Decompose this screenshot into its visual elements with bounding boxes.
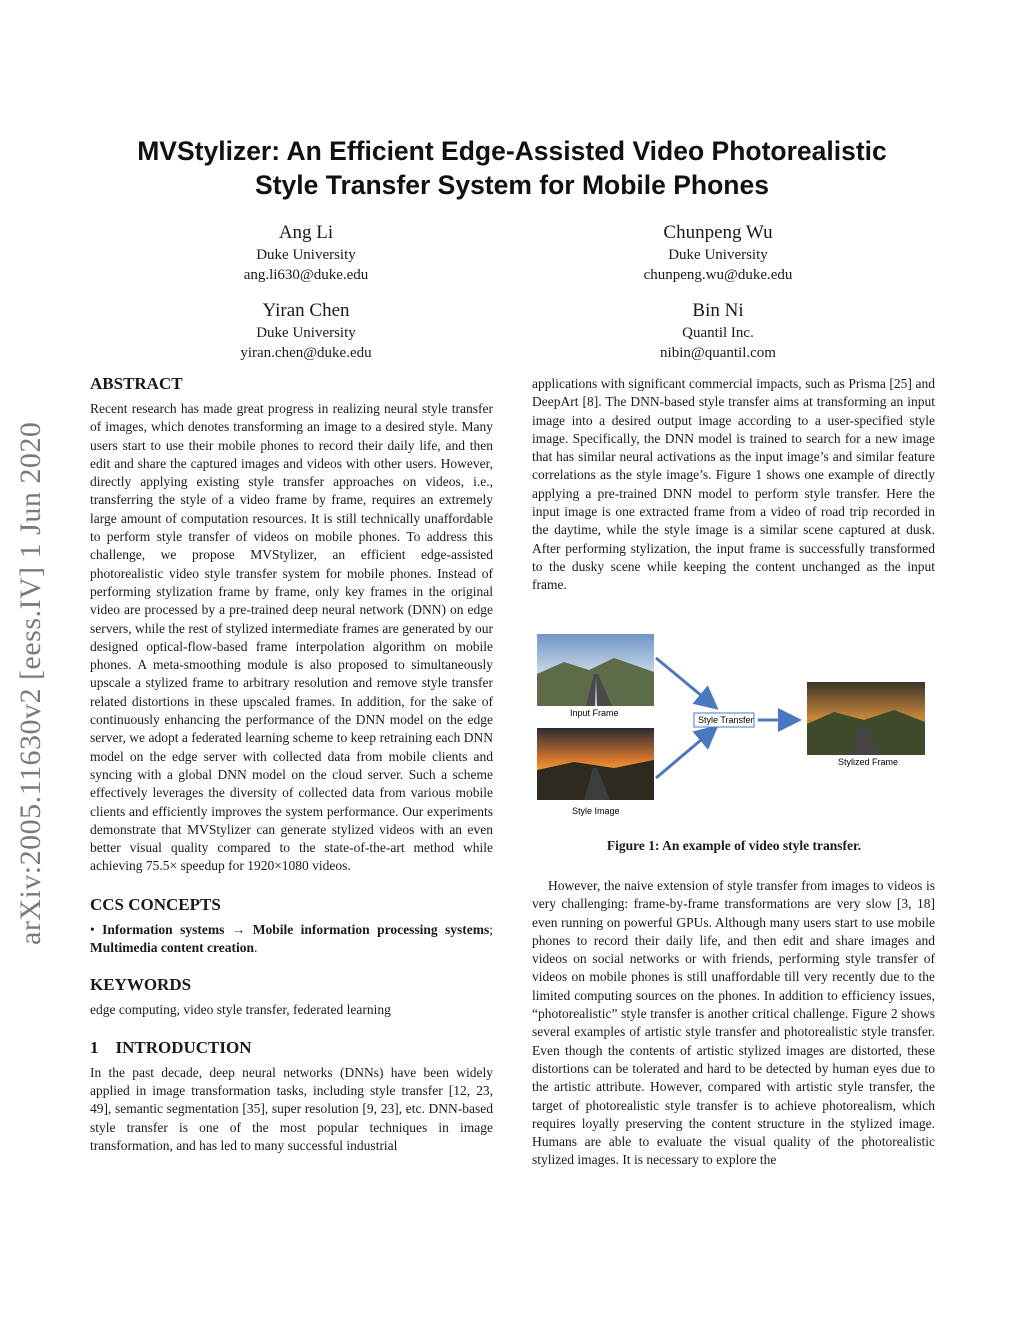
author-block-1 (156, 221, 456, 285)
title-line-2: Style Transfer System for Mobile Phones (255, 170, 769, 200)
right-column-paragraph-1: applications with significant commercial impacts, such as Prisma [25] and DeepArt [8]. The DNN-based style transfer aims at transforming an input image into a desired output image according to a user-specified style image. Specifically, the DNN model is trained to search for a new image that has similar neural activations as the input image’s and similar feature correlations as the style image’s. Figure 1 shows one example of directly applying a pre-trained DNN model to perform style transfer. Here the input image is one extracted frame from a video of road trip recorded in the daytime, while the style image is a similar scene captured at dusk. After performing stylization, the input frame is successfully transformed to the dusky scene while keeping the content unchanged as the input frame. (532, 376, 935, 593)
stylized-frame-label: Stylized Frame (838, 757, 899, 767)
author-affiliation: Quantil Inc. (682, 325, 754, 341)
style-arrow (656, 729, 714, 778)
input-frame-label: Input Frame (570, 708, 619, 718)
keywords-text: edge computing, video style transfer, federated learning (90, 1002, 391, 1018)
ccs-item: Multimedia content creation (90, 940, 254, 956)
author-affiliation: Duke University (668, 247, 768, 263)
abstract-text: Recent research has made great progress in realizing neural style transfer of images, which denotes transforming an image to a desired style. Many users start to use their mobile phones to record their daily life, and then edit and share the captured images and videos with other users. However, directly applying existing style transfer approaches on videos, i.e., transferring the style of a video frame by frame, requires an extremely large amount of computation resources. It is still technically unaffordable to perform style transfer of videos on mobile phones. To address this challenge, we propose MVStylizer, an efficient edge-assisted photorealistic video style transfer system for mobile phones. Instead of performing stylization frame by frame, only key frames in the original video are processed by a pre-trained deep neural network (DNN) on edge servers, while the rest of stylized intermediate frames are generated by our designed optical-flow-based frame interpolation algorithm on mobile phones. A meta-smoothing module is also proposed to simultaneously upscale a stylized frame to arbitrary resolution and remove style transfer related distortions in these upscaled frames. In addition, for the sake of continuously enhancing the performance of the DNN model on the edge server, we adopt a federated learning scheme to keep retraining each DNN model on the edge server with collected data from mobile clients and syncing with a global DNN model on the cloud server. Such a scheme effectively leverages the diversity of collected data from various mobile clients and efficiently improves the system performance. Our experiments demonstrate that MVStylizer can generate stylized videos with an even better visual quality compared to the state-of-the-art method while achieving 75.5× speedup for 1920×1080 videos. (90, 401, 493, 874)
introduction-text: In the past decade, deep neural networks (DNNs) have been widely applied in image transformation tasks, including style transfer [12, 23, 49], semantic segmentation [35], super resolution [9, 23], etc. DNN-based style transfer is one of the most popular techniques in image transformation, and has led to many successful industrial (90, 1064, 493, 1153)
stylized-frame-image (807, 682, 925, 755)
author-email: yiran.chen@duke.edu (240, 345, 372, 361)
figure-1-caption: Figure 1: An example of video style transfer. (606, 838, 862, 853)
input-arrow (656, 658, 714, 706)
right-column-paragraph-2: However, the naive extension of style transfer from images to videos is very challenging: frame-by-frame transformations are very slow [3, 18] even running on powerful GPUs. Although many users start to use mobile phones to record their daily life, and then edit and share images and videos on social networks or with friends, performing style transfer of videos on mobile phones is still unaffordable till very recently due to the limited computing sources on the phones. In addition to efficiency issues, “photorealistic” style transfer is another critical challenge. Figure 2 shows several examples of artistic style transfer and photorealistic style transfer. Even though the contents of artistic stylized images are distorted, these distortions can be tolerated and hard to be detected by human eyes due to the artistic attribute. However, compared with artistic style transfer, the target of photorealistic style transfer is to achieve photorealism, which requires loyally preserving the content structure in the stylized image. Humans are able to evaluate the visual quality of the photorealistic stylized images. It is necessary to explore the (532, 878, 935, 1168)
ccs-item: Information systems (102, 921, 225, 937)
input-frame-image (537, 634, 654, 706)
figure-1 (534, 628, 938, 828)
style-transfer-label: Style Transfer (698, 715, 754, 725)
author-email: chunpeng.wu@duke.edu (643, 267, 793, 283)
author-email: nibin@quantil.com (660, 345, 776, 361)
paper-title (0, 134, 1024, 202)
ccs-item: Mobile information processing systems (252, 921, 490, 937)
author-block-3 (156, 299, 456, 363)
ccs-arrow: → (231, 921, 246, 937)
author-name: Bin Ni (692, 300, 744, 321)
left-column (90, 373, 493, 1155)
figure-1-diagram (534, 628, 938, 828)
arxiv-identifier: arXiv:2005.11630v2 [eess.IV] 1 Jun 2020 (14, 421, 47, 945)
title-line-1: MVStylizer: An Efficient Edge-Assisted Video Photorealistic (137, 136, 887, 166)
keywords-heading: KEYWORDS (90, 975, 192, 995)
ccs-separator: ; (489, 921, 494, 937)
ccs-concepts (90, 921, 493, 958)
author-block-2 (568, 221, 868, 285)
style-image (537, 728, 654, 800)
author-block-4 (568, 299, 868, 363)
author-name: Yiran Chen (262, 300, 350, 321)
author-name: Ang Li (278, 222, 334, 243)
author-affiliation: Duke University (256, 325, 356, 341)
introduction-heading: 1 INTRODUCTION (90, 1037, 252, 1057)
author-affiliation: Duke University (256, 247, 356, 263)
ccs-heading: CCS CONCEPTS (90, 894, 221, 914)
abstract-heading: ABSTRACT (90, 374, 183, 393)
author-email: ang.li630@duke.edu (243, 267, 369, 283)
ccs-bullet: • (90, 921, 95, 937)
style-image-label: Style Image (572, 806, 620, 816)
ccs-end: . (253, 940, 258, 956)
author-name: Chunpeng Wu (663, 222, 773, 243)
